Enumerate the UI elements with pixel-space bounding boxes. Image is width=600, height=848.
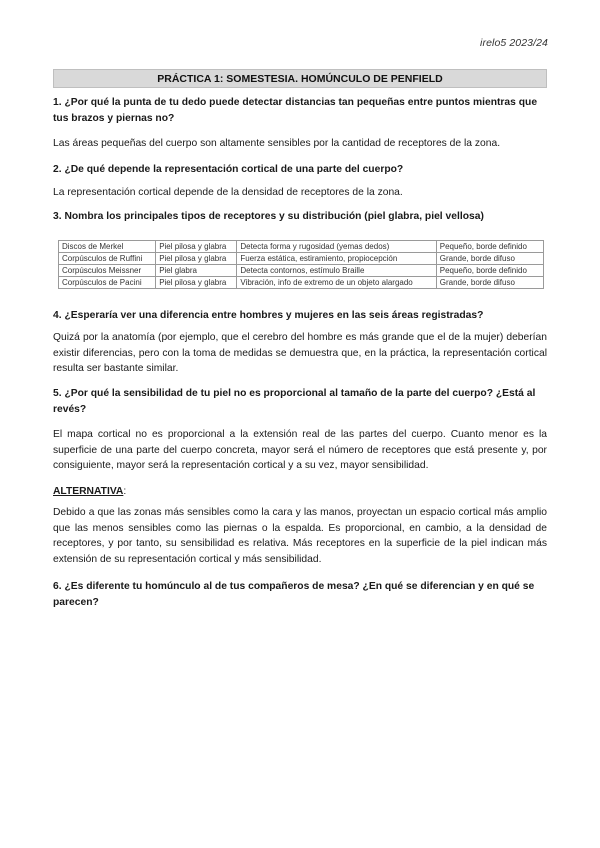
- table-cell: Corpúsculos de Pacini: [59, 277, 156, 289]
- question-4: 4. ¿Esperaría ver una diferencia entre hombres y mujeres en las seis áreas registradas?: [53, 310, 484, 321]
- table-row: [59, 241, 544, 253]
- alternative-heading: [53, 484, 547, 500]
- question-6: 6. ¿Es diferente tu homúnculo al de tus compañeros de mesa? ¿En qué se diferencian y en qué se parecen?: [53, 581, 535, 608]
- table-row: [59, 265, 544, 277]
- table-cell: Piel glabra: [156, 265, 237, 277]
- receptor-table: [58, 240, 544, 289]
- question-2: 2. ¿De qué depende la representación cortical de una parte del cuerpo?: [53, 164, 404, 175]
- table-cell: Grande, borde difuso: [436, 253, 543, 265]
- alternative-answer: Debido a que las zonas más sensibles como la cara y las manos, proyectan un espacio cortical más amplio que las menos sensibles como las piernas o la espalda. Es proporcional, en cambio, a la densidad de receptores, y por tanto, su sensibilidad es relativa. Más receptores en la superficie de la piel indican más extensión de su representación cortical y más sensibilidad.: [53, 507, 547, 565]
- table-cell: Grande, borde difuso: [436, 277, 543, 289]
- question-5: 5. ¿Por qué la sensibilidad de tu piel no es proporcional al tamaño de la parte del cuerpo? ¿Está al revés?: [53, 388, 536, 415]
- table-cell: Corpúsculos Meissner: [59, 265, 156, 277]
- course-tag: irelo5 2023/24: [480, 37, 548, 49]
- practice-title: PRÁCTICA 1: SOMESTESIA. HOMÚNCULO DE PENFIELD: [53, 69, 547, 88]
- alternative-colon: :: [123, 486, 127, 497]
- answer-2: La representación cortical depende de la densidad de receptores de la zona.: [53, 187, 403, 198]
- table-cell: Discos de Merkel: [59, 241, 156, 253]
- question-3: 3. Nombra los principales tipos de receptores y su distribución (piel glabra, piel vellosa): [53, 211, 484, 222]
- table-cell: Detecta forma y rugosidad (yemas dedos): [237, 241, 436, 253]
- table-cell: Fuerza estática, estiramiento, propiocepción: [237, 253, 436, 265]
- question-1: 1. ¿Por qué la punta de tu dedo puede detectar distancias tan pequeñas entre puntos mientras que tus brazos y piernas no?: [53, 97, 538, 124]
- table-row: [59, 253, 544, 265]
- table-row: [59, 277, 544, 289]
- answer-4: Quizá por la anatomía (por ejemplo, que el cerebro del hombre es más grande que el de la mujer) deberían existir diferencias, pero con la toma de medidas se demuestra que, en la práctica, la representación cortical resulta ser bastante similar.: [53, 332, 547, 374]
- table-cell: Piel pilosa y glabra: [156, 253, 237, 265]
- answer-1: Las áreas pequeñas del cuerpo son altamente sensibles por la cantidad de receptores de la zona.: [53, 138, 501, 149]
- table-cell: Vibración, info de extremo de un objeto alargado: [237, 277, 436, 289]
- alternative-label: ALTERNATIVA: [53, 486, 124, 497]
- table-cell: Pequeño, borde definido: [436, 241, 543, 253]
- answer-5: El mapa cortical no es proporcional a la extensión real de las partes del cuerpo. Cuanto menor es la superficie de una parte del cuerpo concreta, mayor será el número de receptores que está presente y, por consiguiente, mayor será la representación cortical y a su vez, mayor sensibilidad.: [53, 429, 547, 471]
- table-cell: Pequeño, borde definido: [436, 265, 543, 277]
- table-cell: Detecta contornos, estímulo Braille: [237, 265, 436, 277]
- table-cell: Corpúsculos de Ruffini: [59, 253, 156, 265]
- table-cell: Piel pilosa y glabra: [156, 277, 237, 289]
- table-cell: Piel pilosa y glabra: [156, 241, 237, 253]
